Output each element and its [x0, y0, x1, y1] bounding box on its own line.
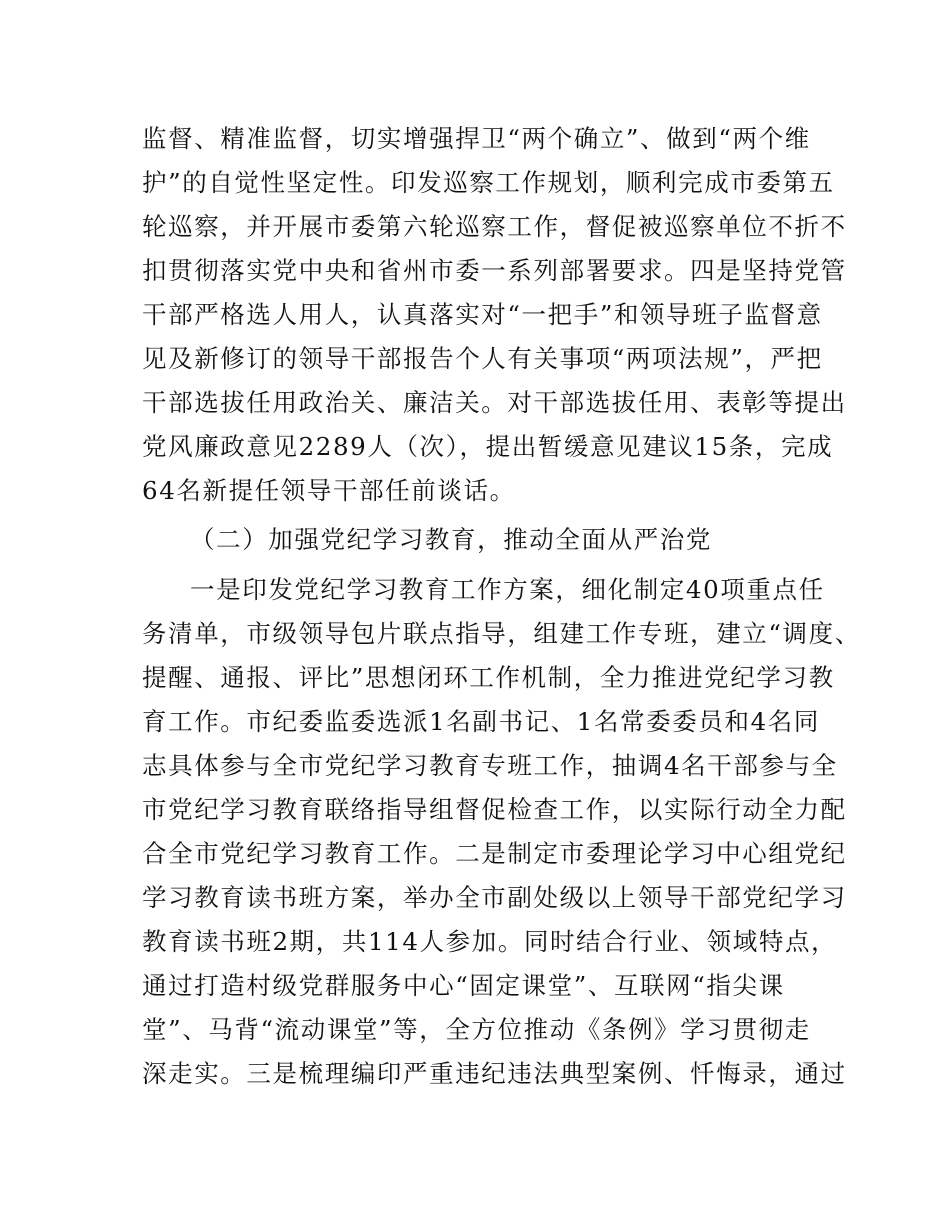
text-line: 志具体参与全市党纪学习教育专班工作，抽调4名干部参与全 [142, 751, 838, 780]
text-line: 一是印发党纪学习教育工作方案，细化制定40项重点任 [190, 575, 825, 604]
text-line: 合全市党纪学习教育工作。二是制定市委理论学习中心组党纪 [142, 839, 847, 868]
text-line: 市党纪学习教育联络指导组督促检查工作，以实际行动全力配 [142, 795, 847, 824]
text-line: 通过打造村级党群服务中心“固定课堂”、互联网“指尖课 [142, 971, 785, 1000]
text-line: 堂”、马背“流动课堂”等，全方位推动《条例》学习贯彻走 [142, 1015, 811, 1044]
text-line: 教育读书班2期，共114人参加。同时结合行业、领域特点， [142, 927, 838, 956]
text-line: 学习教育读书班方案，举办全市副处级以上领导干部党纪学习 [142, 883, 847, 912]
text-line: 干部选拔任用政治关、廉洁关。对干部选拔任用、表彰等提出 [142, 388, 847, 417]
text-line: 64名新提任领导干部任前谈话。 [142, 476, 516, 505]
text-line: 见及新修订的领导干部报告个人有关事项“两项法规”，严把 [142, 344, 823, 373]
text-line: 扣贯彻落实党中央和省州市委一系列部署要求。四是坚持党管 [142, 256, 847, 285]
text-line: 育工作。市纪委监委选派1名副书记、1名常委委员和4名同 [142, 707, 820, 736]
text-line: 党风廉政意见2289人（次），提出暂缓意见建议15条，完成 [142, 432, 834, 461]
text-line: 务清单，市级领导包片联点指导，组建工作专班，建立“调度、 [142, 619, 861, 648]
text-line: 轮巡察，并开展市委第六轮巡察工作，督促被巡察单位不折不 [142, 212, 847, 241]
text-line: 护”的自觉性坚定性。印发巡察工作规划，顺利完成市委第五 [142, 168, 835, 197]
text-line: 干部严格选人用人，认真落实对“一把手”和领导班子监督意 [142, 300, 823, 329]
text-line: 深走实。三是梳理编印严重违纪违法典型案例、忏悔录，通过 [142, 1059, 847, 1088]
text-line: 提醒、通报、评比”思想闭环工作机制，全力推进党纪学习教 [142, 663, 835, 692]
section-heading: （二）加强党纪学习教育，推动全面从严治党 [190, 525, 712, 554]
text-line: 监督、精准监督，切实增强捍卫“两个确立”、做到“两个维 [142, 124, 811, 153]
